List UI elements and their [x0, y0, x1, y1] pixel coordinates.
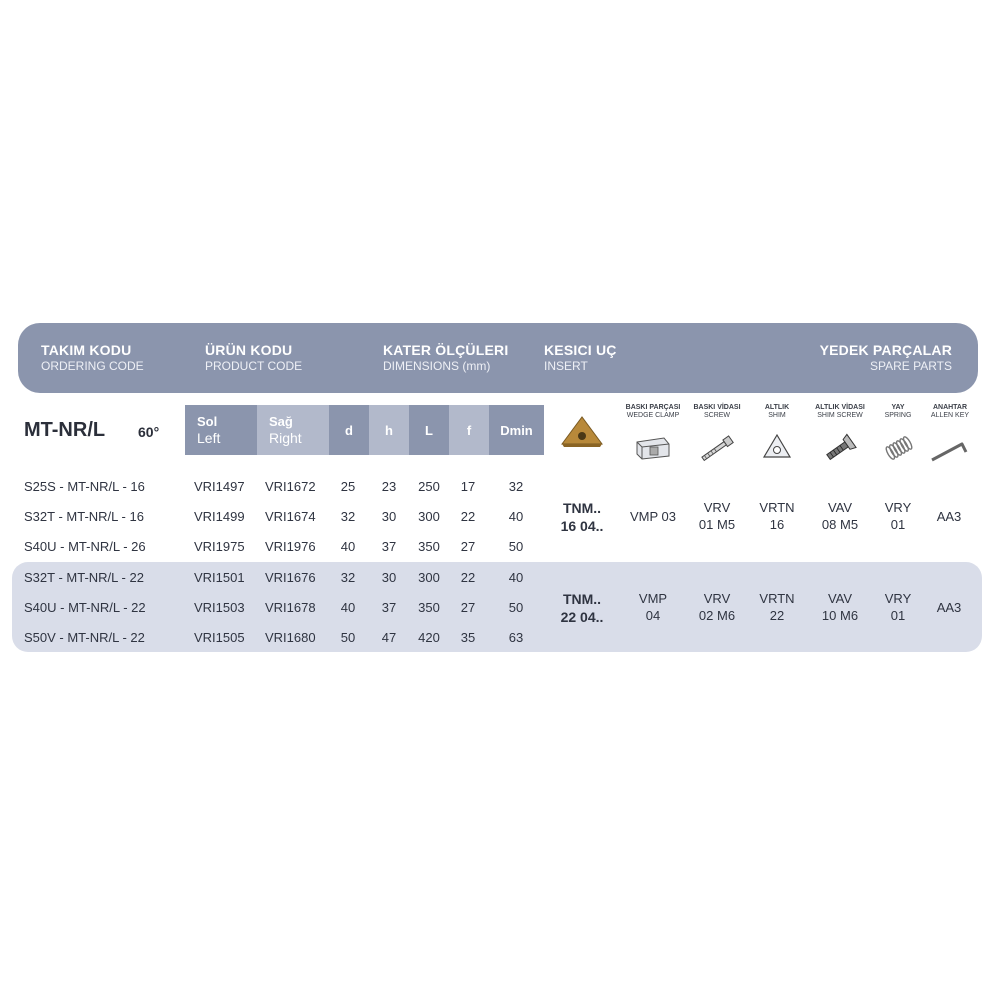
d-cell: 50	[340, 630, 356, 645]
right-code-cell: VRI1680	[265, 630, 316, 645]
spare-parts-header: YEDEK PARÇALAR SPARE PARTS	[819, 342, 952, 373]
shim-title: ALTLIK SHIM	[764, 404, 790, 419]
allen-key-code: AA3	[936, 509, 962, 524]
h-cell: 30	[381, 570, 397, 585]
right-code-cell: VRI1672	[265, 479, 316, 494]
shim-screw-title: ALTLIK VİDASI SHIM SCREW	[815, 404, 865, 419]
L-cell: 300	[418, 509, 440, 524]
d-cell: 25	[340, 479, 356, 494]
h-cell: 37	[381, 600, 397, 615]
right-code-cell: VRI1976	[265, 539, 316, 554]
right-code-cell: VRI1674	[265, 509, 316, 524]
spring-title: YAY SPRING	[884, 404, 912, 419]
h-cell: 23	[381, 479, 397, 494]
ordering-code-cell: S25S - MT-NR/L - 16	[24, 479, 145, 494]
f-cell: 22	[460, 570, 476, 585]
tool-family-name: MT-NR/L	[24, 419, 106, 441]
L-cell: 350	[418, 539, 440, 554]
shim-icon	[762, 432, 792, 462]
wedge-clamp-code: VMP 03	[629, 509, 676, 524]
wedge-clamp-code: VMP 04	[638, 591, 668, 623]
f-cell: 22	[460, 509, 476, 524]
left-code-cell: VRI1501	[194, 570, 245, 585]
insert-code-group-2: TNM.. 22 04..	[560, 591, 604, 625]
wedge-clamp-title: BASKI PARÇASI WEDGE CLAMP	[625, 404, 681, 419]
h-cell: 47	[381, 630, 397, 645]
dmin-cell: 32	[508, 479, 524, 494]
d-column-header: d	[329, 405, 369, 455]
h-column-header: h	[369, 405, 409, 455]
d-cell: 40	[340, 600, 356, 615]
dimensions-header: KATER ÖLÇÜLERI DIMENSIONS (mm)	[383, 342, 509, 373]
ordering-code-cell: S32T - MT-NR/L - 16	[24, 509, 144, 524]
allen-key-icon	[928, 432, 970, 466]
shim-screw-code: VAV 10 M6	[821, 591, 859, 623]
L-column-header: L	[409, 405, 449, 455]
L-cell: 350	[418, 600, 440, 615]
ordering-code-cell: S40U - MT-NR/L - 26	[24, 539, 146, 554]
right-code-cell: VRI1676	[265, 570, 316, 585]
f-cell: 27	[460, 600, 476, 615]
tool-angle: 60°	[138, 424, 160, 440]
L-cell: 250	[418, 479, 440, 494]
triangular-insert-icon	[558, 413, 606, 449]
ordering-code-cell: S40U - MT-NR/L - 22	[24, 600, 146, 615]
dmin-column-header: Dmin	[489, 405, 544, 455]
dmin-cell: 40	[508, 509, 524, 524]
dmin-cell: 40	[508, 570, 524, 585]
dmin-cell: 63	[508, 630, 524, 645]
screw-code: VRV 01 M5	[698, 500, 736, 532]
right-column-header: Sağ Right	[257, 405, 329, 455]
left-code-cell: VRI1505	[194, 630, 245, 645]
shim-screw-code: VAV 08 M5	[821, 500, 859, 532]
left-code-cell: VRI1975	[194, 539, 245, 554]
ordering-code-cell: S50V - MT-NR/L - 22	[24, 630, 145, 645]
f-cell: 27	[460, 539, 476, 554]
ordering-code-cell: S32T - MT-NR/L - 22	[24, 570, 144, 585]
screw-title: BASKI VİDASI SCREW	[693, 404, 741, 419]
h-cell: 30	[381, 509, 397, 524]
allen-key-code: AA3	[936, 600, 962, 615]
f-cell: 35	[460, 630, 476, 645]
screw-icon	[697, 432, 737, 466]
wedge-clamp-icon	[634, 432, 672, 462]
dmin-cell: 50	[508, 539, 524, 554]
d-cell: 40	[340, 539, 356, 554]
insert-code-group-1: TNM.. 16 04..	[560, 500, 604, 534]
shim-code: VRTN 22	[759, 591, 795, 623]
shim-code: VRTN 16	[759, 500, 795, 532]
f-cell: 17	[460, 479, 476, 494]
spring-icon	[882, 432, 916, 464]
product-code-header: ÜRÜN KODU PRODUCT CODE	[205, 342, 303, 373]
left-column-header: Sol Left	[185, 405, 257, 455]
insert-header: KESICI UÇ INSERT	[544, 342, 617, 373]
f-column-header: f	[449, 405, 489, 455]
left-code-cell: VRI1497	[194, 479, 245, 494]
dmin-cell: 50	[508, 600, 524, 615]
d-cell: 32	[340, 570, 356, 585]
right-code-cell: VRI1678	[265, 600, 316, 615]
left-code-cell: VRI1503	[194, 600, 245, 615]
left-code-cell: VRI1499	[194, 509, 245, 524]
L-cell: 300	[418, 570, 440, 585]
table-header-bar	[18, 323, 978, 393]
shim-screw-icon	[820, 432, 860, 466]
spring-code: VRY 01	[884, 591, 912, 623]
L-cell: 420	[418, 630, 440, 645]
allen-key-title: ANAHTAR ALLEN KEY	[930, 404, 970, 419]
d-cell: 32	[340, 509, 356, 524]
ordering-code-header: TAKIM KODU ORDERING CODE	[41, 342, 144, 373]
screw-code: VRV 02 M6	[698, 591, 736, 623]
spring-code: VRY 01	[884, 500, 912, 532]
h-cell: 37	[381, 539, 397, 554]
